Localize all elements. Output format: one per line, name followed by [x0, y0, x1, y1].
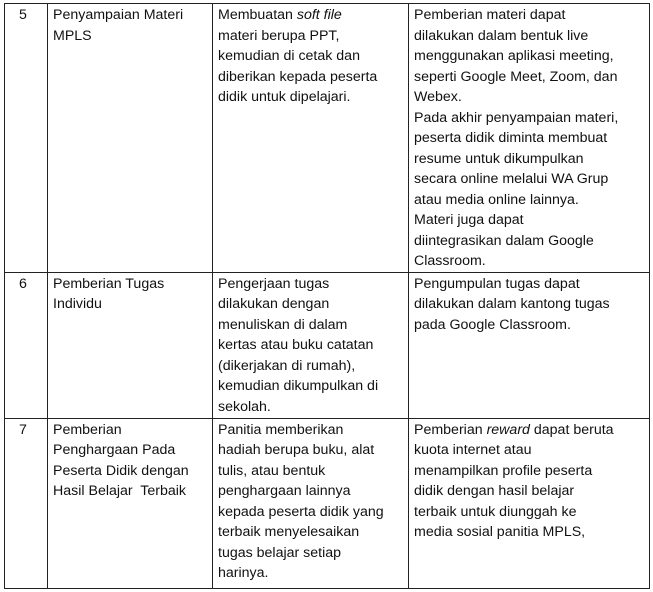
row-number-cell	[5, 272, 48, 418]
offline-line: materi berupa PPT,	[218, 27, 340, 44]
online-line: dilakukan dalam bentuk live	[414, 27, 589, 44]
offline-line: sekolah.	[218, 398, 271, 415]
offline-line: tulis, atau bentuk	[218, 462, 326, 479]
online-line: peserta didik diminta membuat	[414, 130, 608, 146]
activity-cell	[48, 272, 213, 418]
emphasis-text: reward	[486, 421, 530, 438]
online-cell	[409, 272, 650, 418]
offline-line: harinya.	[218, 565, 269, 581]
activity-line: Penghargaan Pada	[53, 442, 176, 458]
offline-line: kepada peserta didik yang	[218, 503, 384, 520]
online-line: dilakukan dalam kantong tugas	[414, 296, 610, 312]
offline-line: diberikan kepada peserta	[218, 68, 378, 85]
offline-line: Membuatan soft file	[218, 7, 342, 23]
online-line: media sosial panitia MPLS,	[414, 524, 586, 540]
activity-cell	[48, 4, 213, 273]
online-line: atau media online lainnya.	[414, 191, 579, 208]
online-line: resume untuk dikumpulkan	[414, 150, 584, 167]
offline-line: terbaik menyelesaikan	[218, 524, 360, 540]
offline-line: menuliskan di dalam	[218, 316, 348, 333]
offline-cell	[213, 4, 409, 273]
offline-line: dilakukan dengan	[218, 296, 330, 312]
row-number-cell	[5, 4, 48, 273]
online-line: diintegrasikan dalam Google	[414, 232, 594, 249]
activity-line: Individu	[53, 296, 102, 312]
online-line: terbaik untuk diunggah ke	[414, 503, 577, 520]
online-line: menampilkan profile peserta	[414, 462, 593, 479]
offline-line: tugas belajar setiap	[218, 544, 342, 561]
offline-line: didik untuk dipelajari.	[218, 89, 351, 105]
activity-line: Pemberian	[53, 421, 122, 438]
online-line: Pemberian materi dapat	[414, 7, 566, 23]
row-number-cell	[5, 418, 48, 588]
online-cell	[409, 4, 650, 273]
online-line: kuota internet atau	[414, 442, 532, 458]
offline-line: kertas atau buku catatan	[218, 337, 374, 353]
mpls-activity-table	[4, 3, 650, 589]
table-row-6	[5, 272, 650, 418]
online-line: Classroom.	[414, 253, 486, 269]
offline-line: penghargaan lainnya	[218, 483, 351, 499]
offline-line: kemudian di cetak dan	[218, 48, 360, 64]
activity-line: Peserta Didik dengan	[53, 462, 189, 479]
activity-line: Penyampaian Materi	[53, 7, 184, 23]
offline-cell	[213, 272, 409, 418]
activity-line: Hasil Belajar Terbaik	[53, 483, 186, 499]
online-line: seperti Google Meet, Zoom, dan	[414, 68, 618, 85]
online-line: Pemberian reward dapat beruta	[414, 421, 614, 438]
offline-line: Pengerjaan tugas	[218, 275, 330, 292]
online-line: pada Google Classroom.	[414, 316, 571, 333]
emphasis-text: soft file	[296, 7, 342, 23]
online-line: didik dengan hasil belajar	[414, 483, 575, 499]
row-number: 7	[19, 421, 27, 438]
activity-line: Pemberian Tugas	[53, 275, 165, 292]
offline-cell	[213, 418, 409, 588]
online-line: Materi juga dapat	[414, 212, 524, 228]
online-line: secara online melalui WA Grup	[414, 171, 609, 187]
activity-cell	[48, 418, 213, 588]
row-number: 6	[19, 275, 27, 292]
online-line: Webex.	[414, 89, 462, 105]
online-cell	[409, 418, 650, 588]
online-line: Pengumpulan tugas dapat	[414, 275, 580, 292]
offline-line: (dikerjakan di rumah),	[218, 357, 356, 374]
row-number: 5	[19, 7, 27, 23]
offline-line: kemudian dikumpulkan di	[218, 378, 379, 394]
table-row-7	[5, 418, 650, 588]
activity-line: MPLS	[53, 27, 92, 44]
offline-line: Panitia memberikan	[218, 421, 344, 438]
online-line: Pada akhir penyampaian materi,	[414, 109, 619, 126]
online-line: menggunakan aplikasi meeting,	[414, 48, 614, 64]
document-page	[4, 3, 649, 589]
table-row-5	[5, 4, 650, 273]
offline-line: hadiah berupa buku, alat	[218, 442, 375, 458]
